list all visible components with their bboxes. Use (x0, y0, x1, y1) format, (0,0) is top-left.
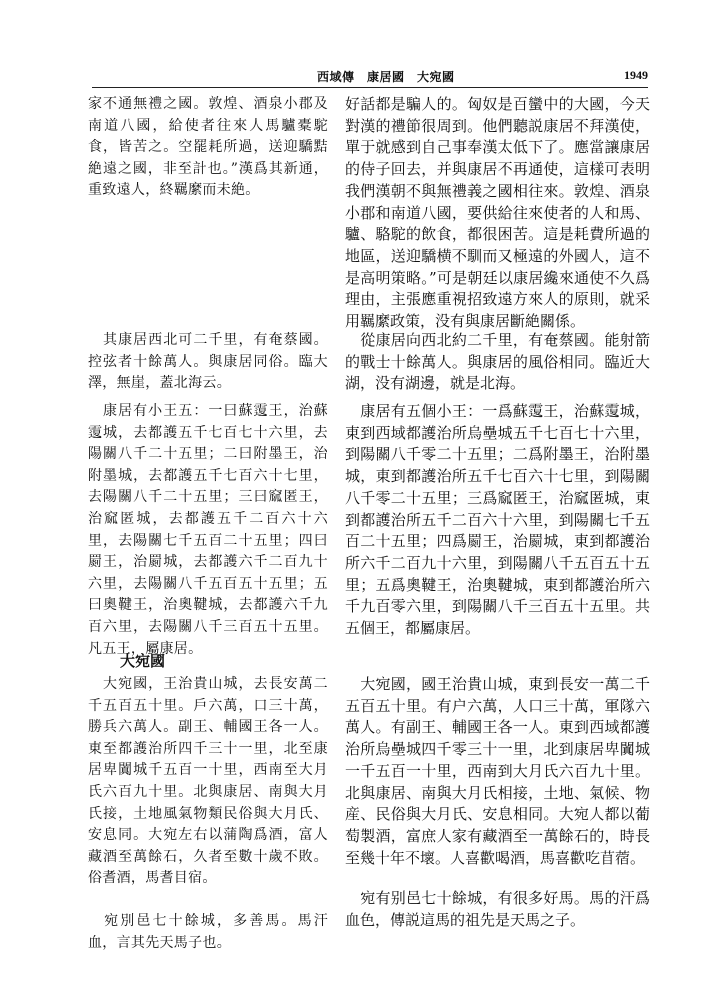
translation-paragraph-1: 好話都是騙人的。匈奴是百蠻中的大國，今天對漢的禮節很周到。他們聽説康居不拜漢使，單于就感到自己事奉漢太低下了。應當讓康居的侍子回去，并與康居不再通使，這樣可表明我們漢朝不與無禮義之國相往來。敦煌、酒泉小郡和南道八國，要供給往來使者的人和馬、驢、駱駝的飲食，都很困苦。這是耗費所過的地區，送迎驕横不馴而又極遠的外國人，這不是高明策略。”可是朝廷以康居纔來通使不久爲理由，主張應重視招致遠方來人的原則，就采用羈縻政策，没有與康居斷絶關係。 (345, 95, 650, 331)
original-paragraph-4: 大宛國，王治貴山城，去長安萬二千五百五十里。戶六萬，口三十萬，勝兵六萬人。副王、輔國王各一人。東至都護治所四千三十一里，北至康居卑闐城千五百一十里，西南至大月氏六百九十里。北與康居、南與大月氏接，土地風氣物類民俗與大月氏、安息同。大宛左右以蒲陶爲酒，富人藏酒至萬餘石，久者至數十歲不敗。俗耆酒，馬耆目宿。 (88, 676, 328, 887)
running-header (92, 66, 648, 86)
original-paragraph-5: 宛別邑七十餘城，多善馬。馬汗血，言其先天馬子也。 (88, 913, 328, 951)
translation-paragraph-5: 宛有别邑七十餘城，有很多好馬。馬的汗爲血色，傳説這馬的祖先是天馬之子。 (345, 889, 650, 929)
page-number: 1949 (624, 68, 648, 82)
translation-paragraph-2: 從康居向西北約二千里，有奄蔡國。能射箭的戰士十餘萬人。與康居的風俗相同。臨近大湖，没有湖邊，就是北海。 (345, 331, 650, 393)
translation-paragraph-4: 大宛國，國王治貴山城，東到長安一萬二千五百五十里。有户六萬，人口三十萬，軍隊六萬人。有副王、輔國王各一人。東到西域都護治所烏壘城四千零三十一里，北到康居卑闐城一千五百一十里，西南到大月氏六百九十里。北與康居、南與大月氏相接，土地、氣候、物産、民俗與大月氏、安息相同。大宛人都以葡萄製酒，富庶人家有藏酒至一萬餘石的，時長至幾十年不壞。人喜歡喝酒，馬喜歡吃苜蓿。 (345, 675, 650, 867)
running-title: 西域傳 康居國 大宛國 (317, 70, 455, 84)
original-paragraph-1: 家不通無禮之國。敦煌、酒泉小郡及南道八國，給使者往來人馬驢橐駝食，皆苦之。空罷耗所過，送迎驕黠絶遠之國，非至計也。”漢爲其新通，重致遠人，終羈縻而未絶。 (88, 96, 328, 199)
original-paragraph-2: 其康居西北可二千里，有奄蔡國。控弦者十餘萬人。與康居同俗。臨大澤，無崖，蓋北海云。 (88, 332, 328, 392)
section-heading-dayuan: 大宛國 (120, 652, 166, 670)
header-rule (92, 87, 648, 88)
translation-paragraph-3: 康居有五個小王：一爲蘇𩅆王，治蘇𩅆城，東到西域都護治所烏壘城五千七百七十六里，到陽關八千零二十五里；二爲附墨王，治附墨城，東到都護治所五千七百六十七里，到陽關八千零二十五里；三爲窳匿王，治窳匿城，東到都護治所五千二百六十六里，到陽關七千五百二十五里；四爲罽王，治罽城，東到都護治所六千二百九十六里，到陽關八千五百五十五里；五爲奧鞬王，治奧鞬城，東到都護治所六千九百零六里，到陽關八千三百五十五里。共五個王，都屬康居。 (345, 402, 650, 638)
original-paragraph-3: 康居有小王五：一曰蘇𩅆王，治蘇𩅆城，去都護五千七百七十六里，去陽關八千二十五里；二曰附墨王，治附墨城，去都護五千七百六十七里，去陽關八千二十五里；三曰窳匿王，治窳匿城，去都護五千二百六十六里，去陽關七千五百二十五里；四曰罽王，治罽城，去都護六千二百九十六里，去陽關八千五百五十五里；五曰奧鞬王，治奧鞬城，去都護六千九百六里，去陽關八千三百五十五里。凡五王，屬康居。 (88, 403, 328, 657)
